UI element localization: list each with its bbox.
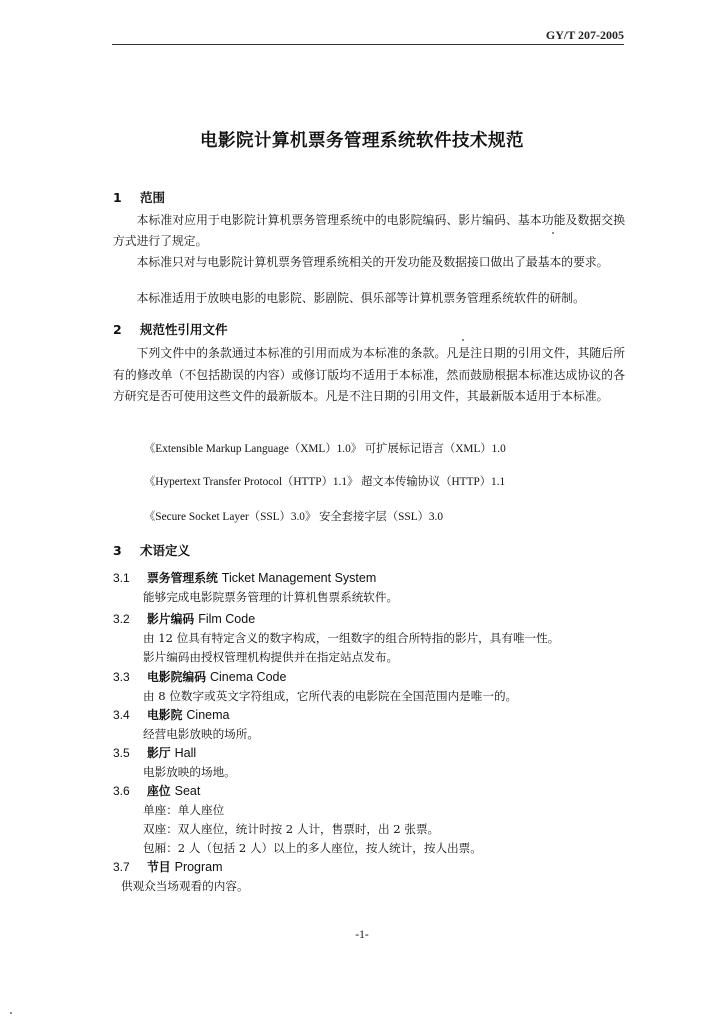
term-definition: 包厢：2 人（包括 2 人）以上的多人座位，按人统计，按人出票。: [143, 841, 482, 855]
term-3-6: [113, 782, 200, 799]
term-number: 3.1: [113, 571, 130, 585]
term-english: Hall: [174, 746, 197, 760]
term-english: Program: [174, 860, 223, 874]
section-title: 规范性引用文件: [140, 322, 228, 337]
section-2-heading: [113, 320, 228, 338]
term-number: 3.3: [113, 670, 130, 684]
term-chinese: 电影院: [147, 708, 183, 722]
scope-paragraph-2: 本标准只对与电影院计算机票务管理系统相关的开发功能及数据接口做出了最基本的要求。: [136, 255, 609, 269]
term-english: Ticket Management System: [221, 571, 377, 585]
document-title: 电影院计算机票务管理系统软件技术规范: [200, 131, 524, 151]
scan-speck: [552, 232, 554, 234]
scan-speck: [10, 1012, 12, 1014]
header-rule: [112, 44, 624, 45]
section-title: 范围: [140, 190, 166, 205]
term-definition: 电影放映的场地。: [143, 765, 236, 779]
section-number: 1: [113, 190, 122, 205]
scope-paragraph-3: 本标准适用于放映电影的电影院、影剧院、俱乐部等计算机票务管理系统软件的研制。: [136, 291, 585, 305]
term-chinese: 影厅: [147, 746, 171, 760]
term-definition: 由 8 位数字或英文字符组成，它所代表的电影院在全国范围内是唯一的。: [143, 689, 518, 703]
reference-ssl: 《Secure Socket Layer（SSL）3.0》 安全套接字层（SSL）3.0: [144, 511, 444, 523]
term-number: 3.4: [113, 708, 130, 722]
term-3-2: [113, 610, 255, 627]
term-definition: 能够完成电影院票务管理的计算机售票系统软件。: [143, 590, 399, 604]
term-chinese: 影片编码: [147, 612, 195, 626]
term-3-1: [113, 569, 376, 586]
references-paragraph: 下列文件中的条款通过本标准的引用而成为本标准的条款。凡是注日期的引用文件，其随后所有的修改单（不包括勘误的内容）或修订版均不适用于本标准，然而鼓励根据本标准达成协议的各方研究是否可使用这些文件的最新版本。凡是不注日期的引用文件，其最新版本适用于本标准。: [113, 346, 625, 403]
term-number: 3.2: [113, 612, 130, 626]
term-definition: 影片编码由授权管理机构提供并在指定站点发布。: [143, 650, 399, 664]
section-number: 3: [113, 543, 122, 558]
term-definition: 由 12 位具有特定含义的数字构成，一组数字的组合所特指的影片，具有唯一性。: [143, 631, 560, 645]
term-3-5: [113, 744, 196, 761]
term-english: Cinema: [186, 708, 230, 722]
term-definition: 经营电影放映的场所。: [143, 727, 259, 741]
term-english: Seat: [174, 784, 201, 798]
section-3-heading: [113, 541, 190, 559]
section-1-heading: [113, 188, 165, 206]
reference-http: 《Hypertext Transfer Protocol（HTTP）1.1》 超文本传输协议（HTTP）1.1: [144, 476, 506, 488]
term-3-7: [113, 858, 223, 875]
term-chinese: 票务管理系统: [147, 571, 218, 585]
term-english: Cinema Code: [210, 670, 287, 684]
reference-xml: 《Extensible Markup Language（XML）1.0》 可扩展标记语言（XML）1.0: [144, 443, 506, 455]
term-chinese: 电影院编码: [147, 670, 206, 684]
term-definition: 单座：单人座位: [143, 803, 225, 817]
term-definition: 供观众当场观看的内容。: [121, 879, 249, 893]
term-english: Film Code: [198, 612, 256, 626]
term-3-3: [113, 668, 286, 685]
term-3-4: [113, 706, 229, 723]
scan-speck: [462, 339, 464, 341]
term-number: 3.5: [113, 746, 130, 760]
term-chinese: 座位: [147, 784, 171, 798]
section-title: 术语定义: [140, 543, 191, 558]
term-number: 3.6: [113, 784, 130, 798]
scope-paragraph-1: 本标准对应用于电影院计算机票务管理系统中的电影院编码、影片编码、基本功能及数据交换方式进行了规定。: [113, 213, 625, 248]
section-number: 2: [113, 322, 122, 337]
standard-code: GY/T 207-2005: [545, 28, 624, 42]
term-chinese: 节目: [147, 860, 171, 874]
page-number: -1-: [355, 929, 369, 941]
term-definition: 双座：双人座位，统计时按 2 人计，售票时，出 2 张票。: [143, 822, 440, 836]
term-number: 3.7: [113, 860, 130, 874]
